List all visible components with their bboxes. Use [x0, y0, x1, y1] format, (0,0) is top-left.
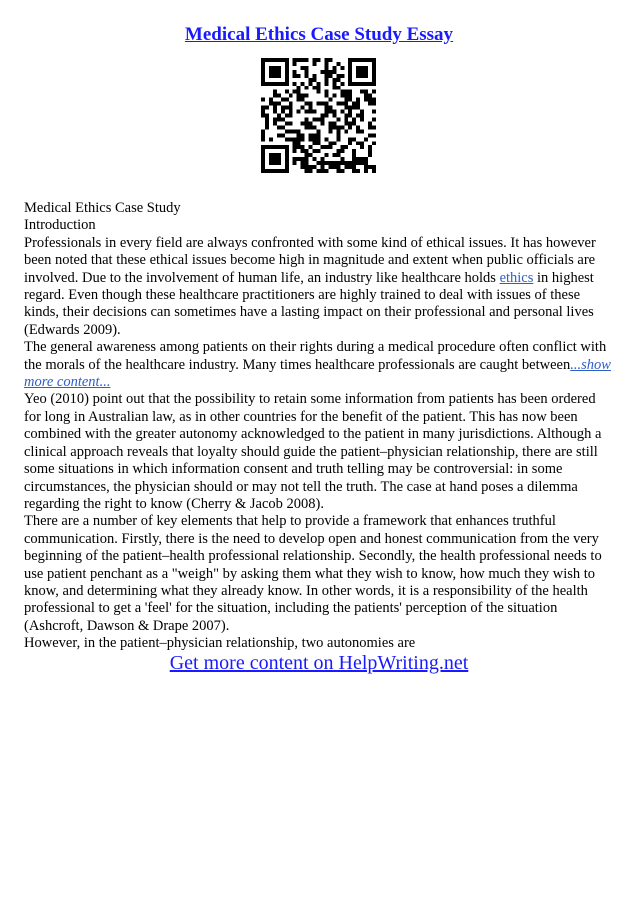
essay-heading: Medical Ethics Case Study — [24, 200, 181, 216]
paragraph-autonomies: However, in the patient–physician relationship, two autonomies are — [24, 635, 416, 652]
page-title-link[interactable]: Medical Ethics Case Study Essay — [184, 24, 454, 45]
title-container — [0, 24, 638, 46]
essay-body — [24, 200, 616, 653]
paragraph-intro — [24, 235, 616, 339]
paragraph-key-elements: There are a number of key elements that help to provide a framework that enhances truthful communication. Firstly, there is the need to develop open and honest communication from the very beginning of the patient–health professional relationship. Secondly, the health professional needs to use patient penchant as a "weigh" by asking them what they wish to know, how much they wish to know, and determining what they already know. In other words, it is a responsibility of the health professional to get a 'feel' for the situation, including the patients' perception of the situation (Ashcroft, Dawson & Drape 2007). — [24, 513, 602, 634]
paragraph-yeo: Yeo (2010) point out that the possibility to retain some information from patients has been ordered for long in Australian law, as in other countries for the benefit of the patient. This has now been combined with the greater autonomy acknowledged to the patient in many jurisdictions. Although a clinical approach reveals that loyalty should guide the patient–physician relationship, there are still some situations in which information consent and truth telling may be controversial: in some circumstances, the physician should or may not tell the truth. The case at hand poses a dilemma regarding the right to know (Cherry & Jacob 2008). — [24, 391, 602, 512]
paragraph-intro-text-b: in highest regard. Even though these healthcare practitioners are highly trained to deal with issues of these kinds, their decisions can sometimes have a lasting impact on their professional and personal lives (Edwards 2009). — [24, 269, 594, 338]
paragraph-awareness — [24, 339, 616, 391]
essay-subheading: Introduction — [24, 217, 96, 234]
qr-code-icon — [261, 58, 376, 173]
paragraph-intro-text-a: Professionals in every field are always confronted with some kind of ethical issues. It has however been noted that these ethical issues become high in magnitude and extent when public officials are involved. Due to the involvement of human life, an industry like healthcare holds — [24, 234, 596, 286]
show-more-link[interactable]: ...show more content... — [24, 356, 611, 391]
paragraph-awareness-text: The general awareness among patients on their rights during a medical procedure often conflict with the morals of the healthcare industry. Many times healthcare professionals are caught between — [24, 339, 607, 373]
cta-container — [0, 652, 638, 675]
ethics-link[interactable]: ethics — [499, 269, 534, 286]
helpwriting-link[interactable]: Get more content on HelpWriting.net — [169, 652, 469, 674]
